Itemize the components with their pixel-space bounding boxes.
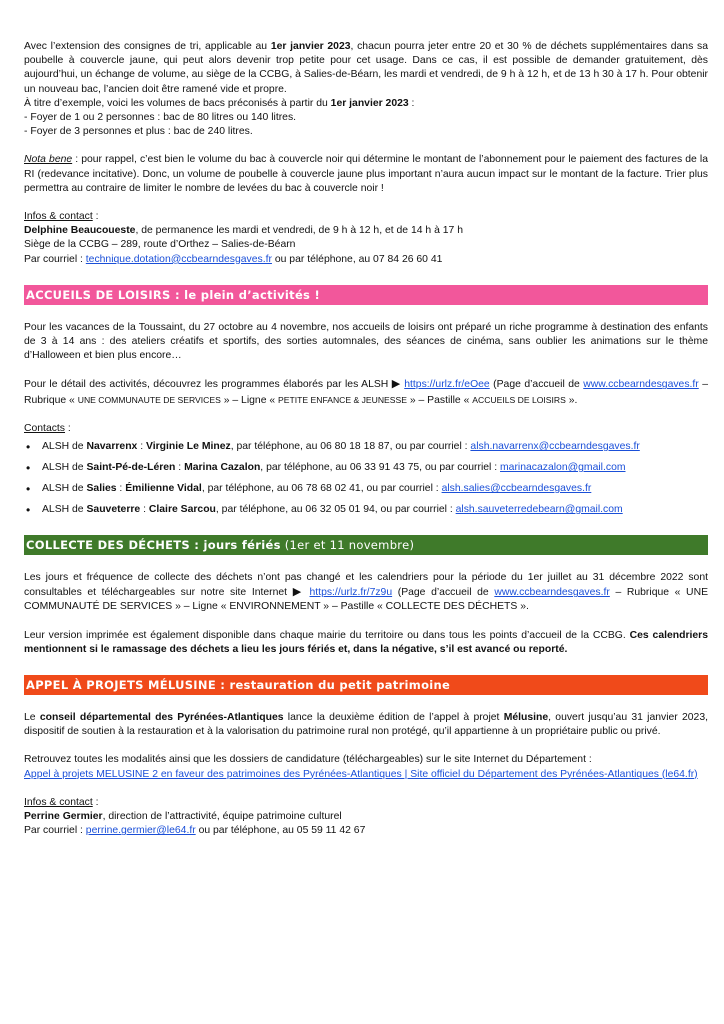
- contacts-heading: [24, 422, 708, 436]
- text: :: [92, 211, 99, 223]
- collecte-paragraph-2: [24, 629, 708, 657]
- melusine-paragraph-2: Retrouvez toutes les modalités ainsi que les dossiers de candidature (téléchargeables) sur le site Internet du Département :: [24, 754, 592, 766]
- melusine-link[interactable]: Appel à projets MELUSINE 2 en faveur des patrimoines des Pyrénées-Atlantiques | Site officiel du Département des Pyrénées-Atlantiques (le64.fr): [24, 768, 698, 780]
- person-name: Émilienne Vidal: [125, 483, 202, 495]
- text: Par courriel :: [24, 253, 86, 265]
- email-link[interactable]: technique.dotation@ccbearndesgaves.fr: [85, 253, 272, 265]
- contact-line: [24, 810, 708, 824]
- infos-contact-heading: [24, 796, 708, 810]
- infos-label: Infos & contact: [24, 796, 93, 808]
- text: À titre d’exemple, voici les volumes de bacs préconisés à partir du: [24, 97, 331, 109]
- contact-name: Delphine Beaucoueste: [24, 225, 136, 237]
- tri-list-item: - Foyer de 1 ou 2 personnes : bac de 80 litres ou 140 litres.: [24, 112, 297, 124]
- programme-link[interactable]: https://urlz.fr/eOee: [404, 379, 490, 391]
- text: , par téléphone, au 06 33 91 43 75, ou par courriel :: [260, 462, 501, 474]
- email-link[interactable]: perrine.germier@le64.fr: [85, 825, 196, 837]
- text: PETITE ENFANCE & JEUNESSE: [278, 394, 407, 405]
- section-banner-collecte: [24, 535, 708, 555]
- mail-line: [24, 824, 708, 838]
- site-link[interactable]: www.ccbearndesgaves.fr: [494, 587, 610, 599]
- address-line: Siège de la CCBG – 289, route d’Orthez – Salies-de-Béarn: [24, 239, 296, 251]
- section-banner-melusine: APPEL À PROJETS MÉLUSINE : restauration du petit patrimoine: [24, 675, 708, 695]
- text: :: [137, 441, 146, 453]
- text: » – Ligne «: [220, 394, 279, 406]
- text: ».: [565, 394, 578, 406]
- text: – Rubrique « UNE COMMUNAUTÉ DE SERVICES » – Ligne « ENVIRONNEMENT » – Pastille « COLLECTE DES DÉCHETS ».: [24, 587, 708, 613]
- play-arrow-icon: ▶: [292, 586, 304, 599]
- bold-text: Ces calendriers mentionnent si le ramassage des déchets a lieu les jours fériés et, dans la négative, s’il est avancé ou reporté.: [24, 629, 708, 655]
- text: , chacun pourra jeter entre 20 et 30 % de déchets supplémentaires dans sa poubelle à couvercle jaune, qui peut alors devenir trop petite pour cet usage. Dans ce cas, il est possible de demander gratuitement, dès aujourd’hui, un échange de volume, au siège de la CCBG, à Salies-de-Béarn, les mardi et vendredi, de 9 h à 12 h, et de 13 h 30 à 17 h. Pour obtenir un nouveau bac, l’ancien doit être ramené vide et propre.: [24, 41, 708, 95]
- text: UNE COMMUNAUTE DE SERVICES: [77, 394, 221, 405]
- email-link[interactable]: alsh.sauveterredebearn@gmail.com: [455, 504, 623, 516]
- text: :: [175, 462, 185, 474]
- text: :: [92, 796, 99, 808]
- text: Pour le détail des activités, découvrez les programmes élaborés par les ALSH: [24, 379, 392, 391]
- contact-name: Perrine Germier: [24, 811, 103, 823]
- nota-bene-label: Nota bene: [24, 154, 73, 166]
- mail-line: [24, 253, 708, 267]
- section-banner-loisirs: ACCUEILS DE LOISIRS : le plein d’activités !: [24, 285, 708, 305]
- tri-paragraph-1: [24, 40, 708, 97]
- text: , direction de l’attractivité, équipe patrimoine culturel: [102, 811, 342, 823]
- person-name: Claire Sarcou: [148, 504, 216, 516]
- place-name: Navarrenx: [86, 441, 138, 453]
- text: ou par téléphone, au 07 84 26 60 41: [271, 253, 443, 265]
- place-name: Sauveterre: [86, 504, 141, 516]
- text: Avec l’extension des consignes de tri, applicable au: [24, 41, 271, 52]
- text: » – Pastille «: [406, 394, 473, 406]
- document-page: [24, 40, 708, 839]
- person-name: Virginie Le Minez: [146, 441, 231, 453]
- banner-subtitle: (1er et 11 novembre): [280, 538, 415, 553]
- email-link[interactable]: marinacazalon@gmail.com: [500, 462, 626, 474]
- person-name: Marina Cazalon: [184, 462, 261, 474]
- collecte-paragraph-1: [24, 571, 708, 615]
- text: , par téléphone, au 06 32 05 01 94, ou par courriel :: [215, 504, 456, 516]
- list-item: [24, 461, 708, 475]
- calendar-link[interactable]: https://urlz.fr/7z9u: [309, 587, 393, 599]
- text: – Rubrique «: [24, 379, 708, 406]
- email-link[interactable]: alsh.salies@ccbearndesgaves.fr: [441, 483, 592, 495]
- text: :: [116, 483, 126, 495]
- email-link[interactable]: alsh.navarrenx@ccbearndesgaves.fr: [470, 441, 640, 453]
- list-item: [24, 482, 708, 496]
- text: : pour rappel, c’est bien le volume du bac à couvercle noir qui détermine le montant de l’abonnement pour le paiement des factures de la RI (redevance incitative). Donc, un volume de poubelle à couvercle jaune plus important n’aura aucun impact sur le montant de la facture. Trier plus permettra au contraire de limiter le nombre de levées du bac à couvercle noir !: [24, 154, 708, 194]
- text: ACCUEILS DE LOISIRS: [472, 394, 566, 405]
- text: :: [65, 422, 71, 434]
- banner-title: COLLECTE DES DÉCHETS : jours fériés: [26, 538, 281, 553]
- place-name: Salies: [86, 483, 117, 495]
- text: lance la deuxième édition de l’appel à projet: [283, 712, 504, 724]
- text: Leur version imprimée est également disponible dans chaque mairie du territoire ou dans tous les points d’accueil de la CCBG.: [24, 629, 630, 641]
- nota-bene-paragraph: [24, 153, 708, 196]
- text: ALSH de: [42, 441, 87, 453]
- text: , par téléphone, au 06 78 68 02 41, ou par courriel :: [201, 483, 442, 495]
- text: Par courriel :: [24, 825, 86, 837]
- loisirs-paragraph-2: [24, 377, 708, 407]
- tri-list-item: - Foyer de 3 personnes et plus : bac de 240 litres.: [24, 126, 253, 138]
- melusine-paragraph-1: [24, 711, 708, 739]
- text: :: [408, 97, 415, 109]
- text: Les jours et fréquence de collecte des déchets n’ont pas changé et les calendriers pour la période du 1er juillet au 31 décembre 2022 sont consultables et téléchargeables sur notre site Internet: [24, 572, 708, 599]
- text: , ouvert jusqu’au 31 janvier 2023, dispositif de soutien à la restauration et à la valorisation du patrimoine rural non protégé, qu’il appartienne à un propriétaire public ou privé.: [24, 712, 709, 738]
- place-name: Saint-Pé-de-Léren: [86, 462, 176, 474]
- text: ALSH de: [42, 504, 87, 516]
- loisirs-paragraph-1: Pour les vacances de la Toussaint, du 27 octobre au 4 novembre, nos accueils de loisirs ont préparé un riche programme à destination des enfants de 3 à 14 ans : des ateliers créatifs et sportifs, des sorties automnales, des séances de cinéma, sans oublier les animations sur le thème d’Halloween et bien plus encore…: [24, 321, 708, 362]
- bold-text: Mélusine: [503, 712, 549, 724]
- text: Le: [24, 712, 40, 724]
- play-arrow-icon: ▶: [391, 378, 401, 391]
- date-highlight: 1er janvier 2023: [270, 41, 351, 52]
- contacts-list: [24, 440, 708, 517]
- site-link[interactable]: www.ccbearndesgaves.fr: [583, 379, 699, 391]
- text: (Page d’accueil de: [489, 379, 584, 391]
- melusine-link-paragraph: [24, 768, 708, 782]
- text: ALSH de: [42, 462, 87, 474]
- text: , de permanence les mardi et vendredi, de 9 h à 12 h, et de 14 h à 17 h: [135, 225, 463, 237]
- text: , par téléphone, au 06 80 18 18 87, ou par courriel :: [230, 441, 471, 453]
- text: (Page d’accueil de: [392, 587, 495, 599]
- contact-line: [24, 224, 708, 238]
- contacts-label: Contacts: [24, 422, 66, 434]
- list-item: [24, 440, 708, 454]
- text: :: [140, 504, 149, 516]
- infos-label: Infos & contact: [24, 211, 93, 223]
- bold-text: conseil départemental des Pyrénées-Atlantiques: [39, 712, 284, 724]
- tri-paragraph-2: [24, 97, 708, 111]
- text: ou par téléphone, au 05 59 11 42 67: [195, 825, 366, 837]
- infos-contact-heading: [24, 210, 708, 224]
- list-item: [24, 503, 708, 517]
- date-highlight: 1er janvier 2023: [330, 97, 409, 109]
- text: ALSH de: [42, 483, 87, 495]
